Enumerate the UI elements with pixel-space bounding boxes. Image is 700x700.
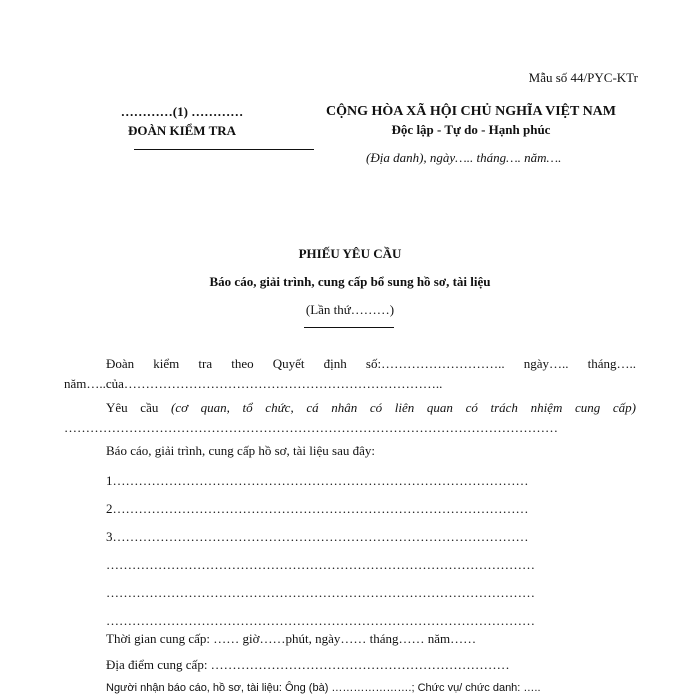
item-list: [106, 467, 535, 635]
request-italic: (cơ quan, tổ chức, cá nhân có liên quan có trách nhiệm cung cấp): [170, 400, 636, 415]
national-motto: Độc lập - Tự do - Hạnh phúc: [391, 122, 551, 137]
left-header: [112, 104, 252, 139]
request-prefix: Yêu cầu: [106, 400, 171, 415]
list-item: 2……………………………………………………………………………………: [106, 501, 529, 516]
list-item: ………………………………………………………………………………………: [106, 585, 535, 600]
decision-line-1: Đoàn kiểm tra theo Quyết định số:……………………….. ngày….. tháng…..: [106, 356, 636, 371]
title-rule: [304, 327, 394, 328]
list-item: ………………………………………………………………………………………: [106, 557, 535, 572]
form-code: Mẫu số 44/PYC-KTr: [528, 70, 638, 85]
attempt-number: (Lần thứ………): [305, 302, 395, 317]
inspection-team-label: ĐOÀN KIỂM TRA: [127, 123, 237, 138]
list-item: 3……………………………………………………………………………………: [106, 529, 529, 544]
request-dots: ……………………………………………………………………………………………………: [64, 420, 558, 435]
right-header: [316, 104, 626, 138]
receiver-line: Người nhận báo cáo, hồ sơ, tài liệu: Ông (bà) ………………….; Chức vụ/ chức danh: …..: [106, 682, 541, 694]
decision-line-2: năm…..của………………………………………………………………..: [64, 376, 443, 391]
agency-placeholder: …………(1) …………: [120, 104, 244, 119]
list-intro: Báo cáo, giải trình, cung cấp hồ sơ, tài liệu sau đây:: [106, 443, 375, 458]
place-line: Địa điểm cung cấp: ……………………………………………………………: [106, 657, 510, 672]
request-line: [106, 400, 636, 416]
list-item: ………………………………………………………………………………………: [106, 613, 535, 628]
time-line: Thời gian cung cấp: …… giờ……phút, ngày…… tháng…… năm……: [106, 631, 477, 646]
document-subtitle: Báo cáo, giải trình, cung cấp bổ sung hồ sơ, tài liệu: [209, 274, 491, 289]
list-item: 1……………………………………………………………………………………: [106, 473, 529, 488]
country-name: CỘNG HÒA XÃ HỘI CHỦ NGHĨA VIỆT NAM: [325, 104, 616, 119]
place-date: (Địa danh), ngày….. tháng…. năm….: [366, 150, 562, 165]
document-title: PHIẾU YÊU CẦU: [298, 246, 402, 261]
left-header-rule: [134, 149, 314, 150]
